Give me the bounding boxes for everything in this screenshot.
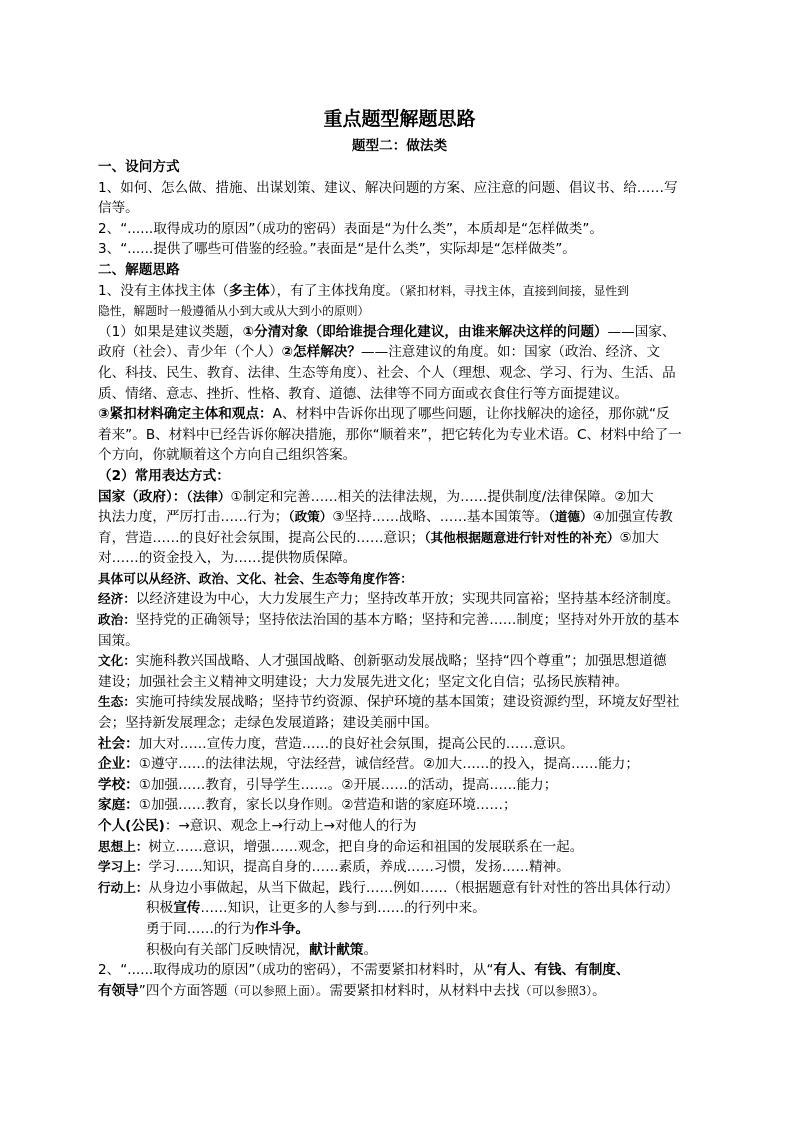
success-reason-l2 bbox=[98, 981, 701, 1002]
state-expression bbox=[98, 487, 701, 508]
label: 文化： bbox=[98, 653, 136, 669]
economy-item bbox=[98, 589, 701, 610]
text: ③坚持……战略、……基本国策等。 bbox=[332, 509, 549, 526]
text: 实施科教兴国战略、人才强国战略、创新驱动发展战略；坚持“四个尊重”；加强思想道德 bbox=[135, 653, 667, 670]
text: 育，营造……的良好社会氛围，提高公民的……意识； bbox=[98, 529, 425, 546]
label: 学习上： bbox=[98, 859, 149, 875]
text: ……知识，让更多的人参与到……的行列中来。 bbox=[200, 900, 486, 917]
page-title: 重点题型解题思路 bbox=[323, 108, 476, 130]
handwritten-note: （紧扣材料，寻找主体，直接到间接，显性到 bbox=[398, 283, 629, 298]
approach-material-l3: 个方向，你就顺着这个方向自己组织答案。 bbox=[98, 447, 357, 464]
question-form-2: 2、“......取得成功的原因”（成功的密码）表面是“为什么类”，本质却是“怎样做类”。 bbox=[98, 220, 604, 237]
label: 社会： bbox=[98, 735, 139, 752]
label: 生态： bbox=[98, 694, 136, 710]
approach-1 bbox=[98, 281, 701, 302]
text: 积极 bbox=[146, 900, 174, 917]
handwritten-note: （可以参照上面） bbox=[227, 983, 316, 998]
label: 家庭： bbox=[98, 797, 139, 814]
text: ），有了主体找角度。 bbox=[269, 282, 399, 299]
society-item bbox=[98, 734, 701, 755]
tag-law: （法律） bbox=[186, 488, 231, 504]
culture-item bbox=[98, 651, 701, 672]
label: 个人(公民) bbox=[98, 818, 165, 834]
study-item bbox=[98, 857, 701, 878]
text-bold: ③紧扣材料确定主体和观点： bbox=[98, 406, 273, 423]
question-form-3: 3、“......提供了哪些可借鉴的经验。”表面是“是什么类”，实际却是“怎样做类”。 bbox=[98, 241, 576, 258]
state-expression-l2 bbox=[98, 507, 701, 528]
approach-suggestion-l3: 化、科技、民生、教育、法律、生态等角度）、社会、个人（理想、观念、学习、行为、生活、品 bbox=[98, 364, 676, 381]
section-heading-questions: 一、设问方式 bbox=[98, 159, 180, 175]
state-expression-l3 bbox=[98, 528, 701, 549]
text: 积极向有关部门反映情况， bbox=[146, 941, 310, 958]
politics-item-cont: 国策。 bbox=[98, 632, 139, 649]
text: 以经济建设为中心，大力发展生产力；坚持改革开放；实现共同富裕；坚持基本经济制度。 bbox=[135, 591, 680, 608]
text-bold: ②怎样解决？ bbox=[281, 344, 361, 361]
text-bold: 宣传 bbox=[173, 900, 201, 917]
label: 学校： bbox=[98, 776, 139, 793]
text: ”四个方面答题 bbox=[138, 982, 228, 999]
text: ①遵守……的法律法规，守法经营，诚信经营。②加大……的投入，提高……能力； bbox=[138, 756, 639, 773]
handwritten-note: （可以参照3） bbox=[519, 983, 593, 998]
text: 。 bbox=[592, 982, 606, 999]
approach-suggestion bbox=[98, 322, 701, 343]
text: 实施可持续发展战略；坚持节约资源、保护环境的基本国策；建设资源约型，环境友好型社 bbox=[135, 694, 680, 711]
text: A、材料中告诉你出现了哪些问题，让你找解决的途径，那你就“反 bbox=[272, 406, 670, 423]
expression-heading: （2）常用表达方式： bbox=[98, 467, 230, 484]
text: ①加强……教育，引导学生……。②开展……的活动，提高……能力； bbox=[138, 776, 558, 793]
action-item-3 bbox=[98, 919, 701, 940]
action-item-4 bbox=[98, 940, 701, 961]
text: ——国家、 bbox=[607, 323, 676, 340]
text-bold: ①分清对象（即给谁提合理化建议，由谁来解决这样的问题） bbox=[242, 323, 608, 340]
label: 政治： bbox=[98, 612, 136, 628]
family-item bbox=[98, 795, 701, 816]
text-bold: 多主体 bbox=[229, 282, 270, 299]
action-item bbox=[98, 878, 701, 899]
text: 1、没有主体找主体（ bbox=[98, 282, 229, 299]
handwritten-note-cont: 隐性，解题时一般遵循从小到大或从大到小的原则） bbox=[98, 304, 370, 319]
text-bold: 有人、有钱、有制度、 bbox=[493, 962, 630, 979]
school-item bbox=[98, 775, 701, 796]
text: 政府（社会）、青少年（个人） bbox=[98, 344, 282, 361]
question-form-1: 1、如何、怎么做、措施、出谋划策、建议、解决问题的方案、应注意的问题、倡议书、给……写 bbox=[98, 179, 678, 196]
label: 思想上： bbox=[98, 838, 149, 854]
text: ①加强……教育，家长以身作则。②营造和谐的家庭环境……； bbox=[138, 797, 517, 814]
label: 行动上： bbox=[98, 879, 149, 895]
culture-item-cont: 建设；加强社会主义精神文明建设；大力发展先进文化；坚定文化自信；弘扬民族精神。 bbox=[98, 673, 629, 690]
label: 企业： bbox=[98, 756, 139, 773]
label: 经济： bbox=[98, 591, 136, 607]
thought-item bbox=[98, 837, 701, 858]
ecology-item-cont: 会；坚持新发展理念；走绿色发展道路；建设美丽中国。 bbox=[98, 715, 438, 732]
text: 2、“......取得成功的原因”（成功的密码），不需要紧扣材料时，从“ bbox=[98, 962, 494, 979]
ecology-item bbox=[98, 692, 701, 713]
enterprise-item bbox=[98, 754, 701, 775]
approach-material bbox=[98, 404, 701, 425]
text-bold: 献计献策 bbox=[309, 941, 364, 958]
question-form-1-cont: 信等。 bbox=[98, 200, 139, 217]
text: 学习……知识，提高自身的……素质，养成……习惯，发扬……精神。 bbox=[148, 859, 570, 876]
state-expression-l4: 对……的资金投入，为……提供物质保障。 bbox=[98, 550, 357, 567]
text: 坚持党的正确领导；坚持依法治国的基本方略；坚持和完善……制度；坚持对外开放的基本 bbox=[135, 612, 680, 629]
action-item-2 bbox=[98, 898, 701, 919]
success-reason bbox=[98, 960, 701, 981]
document-page bbox=[98, 104, 701, 1001]
approach-material-l2: 着来”。B、材料中已经告诉你解决措施，那你“顺着来”，把它转化为专业术语。C、材料中给了一 bbox=[98, 426, 682, 443]
approach-suggestion-l2 bbox=[98, 342, 701, 363]
text-bold: 有领导 bbox=[98, 982, 139, 999]
text: 。 bbox=[363, 941, 378, 958]
text-bold: 国家（政府）： bbox=[98, 488, 187, 505]
text: ④加强宣传教 bbox=[592, 509, 673, 526]
tag-other: （其他根据题意进行针对性的补充） bbox=[424, 529, 620, 545]
page-subtitle: 题型二：做法类 bbox=[351, 138, 448, 154]
text: ：→意识、观念上→行动上→对他人的行为 bbox=[164, 818, 417, 834]
text: 从身边小事做起，从当下做起，践行……例如……（根据题意有针对性的答出具体行动） bbox=[148, 879, 679, 896]
text: 执法力度，严厉打击……行为； bbox=[98, 509, 289, 526]
tag-policy: （政策） bbox=[288, 509, 333, 525]
section-heading-approach: 二、解题思路 bbox=[98, 261, 180, 278]
text: 加大对……宣传力度，营造……的良好社会氛围，提高公民的……意识。 bbox=[138, 735, 574, 752]
angle-heading: 具体可以从经济、政治、文化、社会、生态等角度作答： bbox=[98, 570, 413, 586]
text-bold: 作斗争。 bbox=[254, 920, 310, 937]
text: 。需要紧扣材料时，从材料中去找 bbox=[315, 982, 520, 999]
text: 勇于同……的行为 bbox=[146, 920, 255, 937]
text: ⑤加大 bbox=[619, 529, 659, 546]
approach-suggestion-l4: 质、情绪、意志、挫折、性格、教育、道德、法律等不同方面或衣食住行等方面提建议。 bbox=[98, 385, 629, 402]
individual-item bbox=[98, 816, 701, 837]
politics-item bbox=[98, 610, 701, 631]
text: （1）如果是建议类题， bbox=[98, 323, 243, 340]
text: ①制定和完善……相关的法律法规，为……提供制度/法律保障。②加大 bbox=[230, 488, 654, 505]
text: ——注意建议的角度。如：国家（政治、经济、文 bbox=[361, 344, 661, 361]
text: 树立……意识，增强……观念，把自身的命运和祖国的发展联系在一起。 bbox=[148, 838, 584, 855]
tag-morality: （道德） bbox=[548, 509, 593, 525]
